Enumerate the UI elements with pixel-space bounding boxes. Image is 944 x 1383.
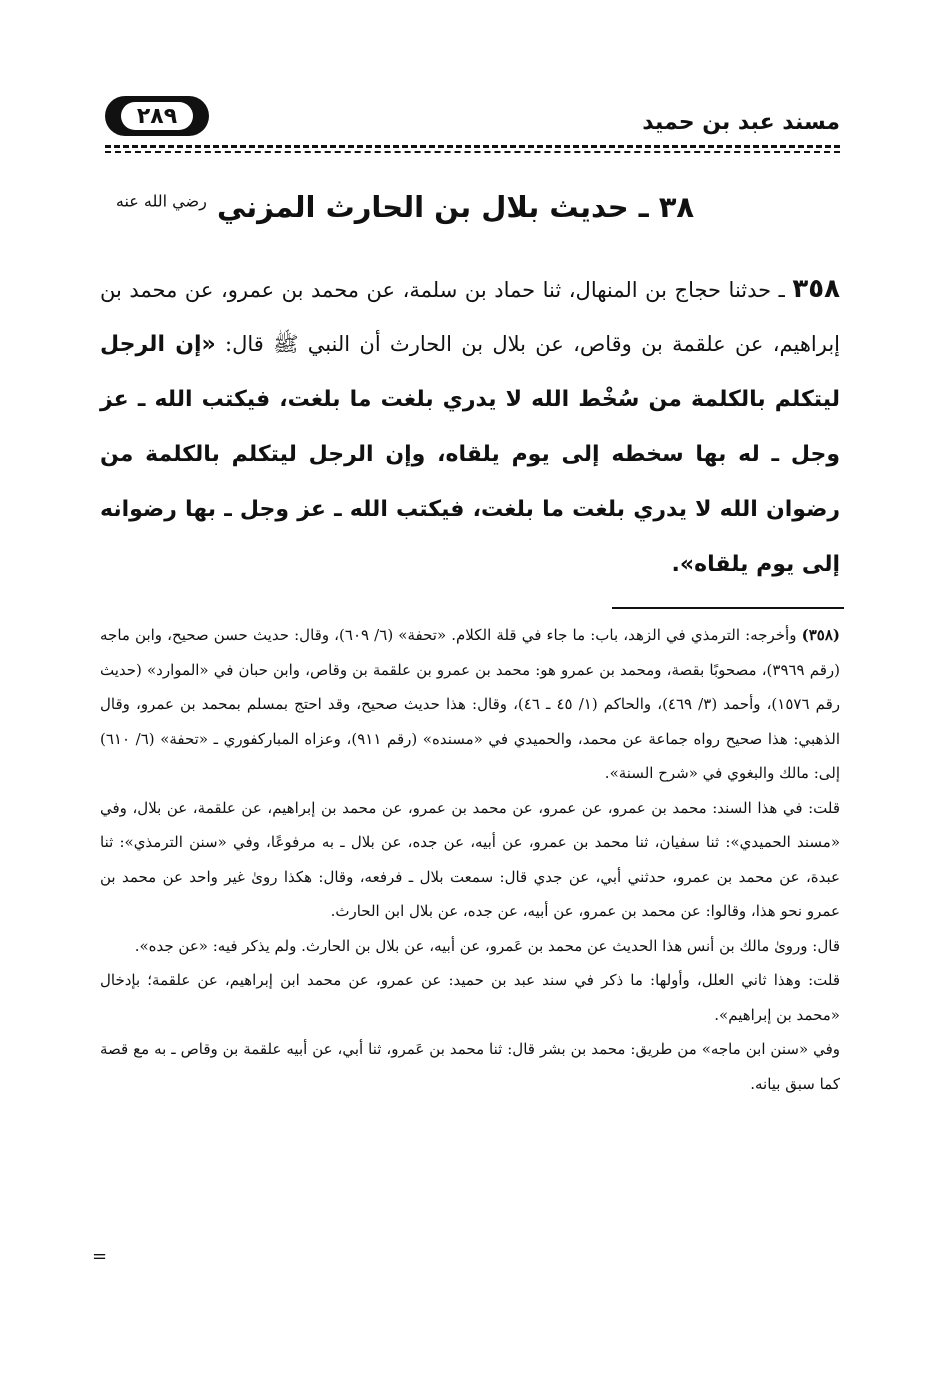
header-rule-secondary (105, 151, 840, 153)
book-title: مسند عبد بن حميد (642, 110, 840, 135)
hadith-text (100, 262, 840, 592)
footnote-paragraph (100, 1032, 840, 1101)
footnote-text: قال: وروىٰ مالك بن أنس هذا الحديث عن محمد بن عَمرو، عن أبيه، عن بلال بن الحارث. ولم يذكر فيه: «عن جده». (134, 936, 840, 955)
footnote-paragraph (100, 791, 840, 929)
page-number-badge (105, 96, 209, 136)
footnote-paragraph (100, 963, 840, 1032)
chapter-heading (100, 190, 710, 224)
footnote-text: قلت: وهذا ثاني العلل، وأولها: ما ذكر في سند عبد بن حميد: عن عمرو، عن محمد ابن إبراهيم، عن علقمة؛ بإدخال «محمد بن إبراهيم». (100, 971, 840, 1024)
footnote-separator (612, 607, 844, 609)
hadith-matn: «إن الرجل ليتكلم بالكلمة من سُخْط الله لا يدري بلغت ما بلغت، فيكتب الله ـ عز وجل ـ له بها سخطه إلى يوم يلقاه، وإن الرجل ليتكلم بالكلمة من رضوان الله لا يدري بلغت ما بلغت، فيكتب الله ـ عز وجل ـ بها رضوانه إلى يوم يلقاه». (100, 332, 840, 577)
footnote-paragraph (100, 929, 840, 964)
page-number: ٢٨٩ (121, 102, 193, 130)
header-rule (105, 145, 840, 148)
footnote-text: قلت: في هذا السند: محمد بن عمرو، عن عمرو، عن محمد بن عمرو، عن محمد بن إبراهيم، عن علقمة، عن بلال، وفي «مسند الحميدي»: ثنا سفيان، ثنا محمد بن عمرو، عن أبيه، عن جده، عن بلال ـ به مرفوعًا، وفي «سنن الترمذي»: ثنا عبدة، عن محمد بن عمرو، حدثني أبي، عن جدي قال: سمعت بلال ـ فرفعه، وقال: هكذا روىٰ غير واحد عن محمد بن عمرو نحو هذا، وقالوا: عن محمد بن عمرو، عن أبيه، عن جده، عن بلال ابن الحارث. (100, 798, 840, 920)
footnote-text: وفي «سنن ابن ماجه» من طريق: محمد بن بشر قال: ثنا محمد بن عَمرو، ثنا أبي، عن أبيه علقمة بن وقاص ـ به مع قصة كما سبق بيانه. (100, 1040, 840, 1093)
hadith-isnad: ـ حدثنا حجاج بن المنهال، ثنا حماد بن سلمة، عن محمد بن عمرو، عن محمد بن إبراهيم، عن علقمة بن وقاص، عن بلال بن الحارث أن النبي ﷺ قال: (100, 278, 840, 356)
footnotes (100, 618, 840, 1101)
footnote-paragraph (100, 618, 840, 791)
honorific: رضي الله عنه (115, 191, 207, 211)
footnote-text: وأخرجه: الترمذي في الزهد، باب: ما جاء في قلة الكلام. «تحفة» (٦/ ٦٠٩)، وقال: حديث حسن صحيح، وابن ماجه (رقم ٣٩٦٩)، مصحوبًا بقصة، ومحمد بن عمرو هو: محمد بن عمرو بن علقمة بن وقاص، وابن حبان في «الموارد» (حديث رقم ١٥٧٦)، وأحمد (٣/ ٤٦٩)، والحاكم (١/ ٤٥ ـ ٤٦)، وقال: هذا حديث صحيح، وقد احتج بمسلم بمحمد بن عمرو، وقال الذهبي: هذا صحيح رواه جماعة عن محمد، والحميدي في «مسنده» (رقم ٩١١)، وعزاه المباركفوري ـ «تحفة» (٦/ ٦١٠) إلى: مالك والبغوي في «شرح السنة». (100, 626, 841, 782)
footnote-number: (٣٥٨) (801, 626, 840, 644)
running-header (105, 92, 840, 142)
margin-marker: = (92, 1246, 108, 1267)
chapter-title: ٣٨ ـ حديث بلال بن الحارث المزني (216, 190, 695, 224)
hadith-number: ٣٥٨ (792, 274, 840, 304)
